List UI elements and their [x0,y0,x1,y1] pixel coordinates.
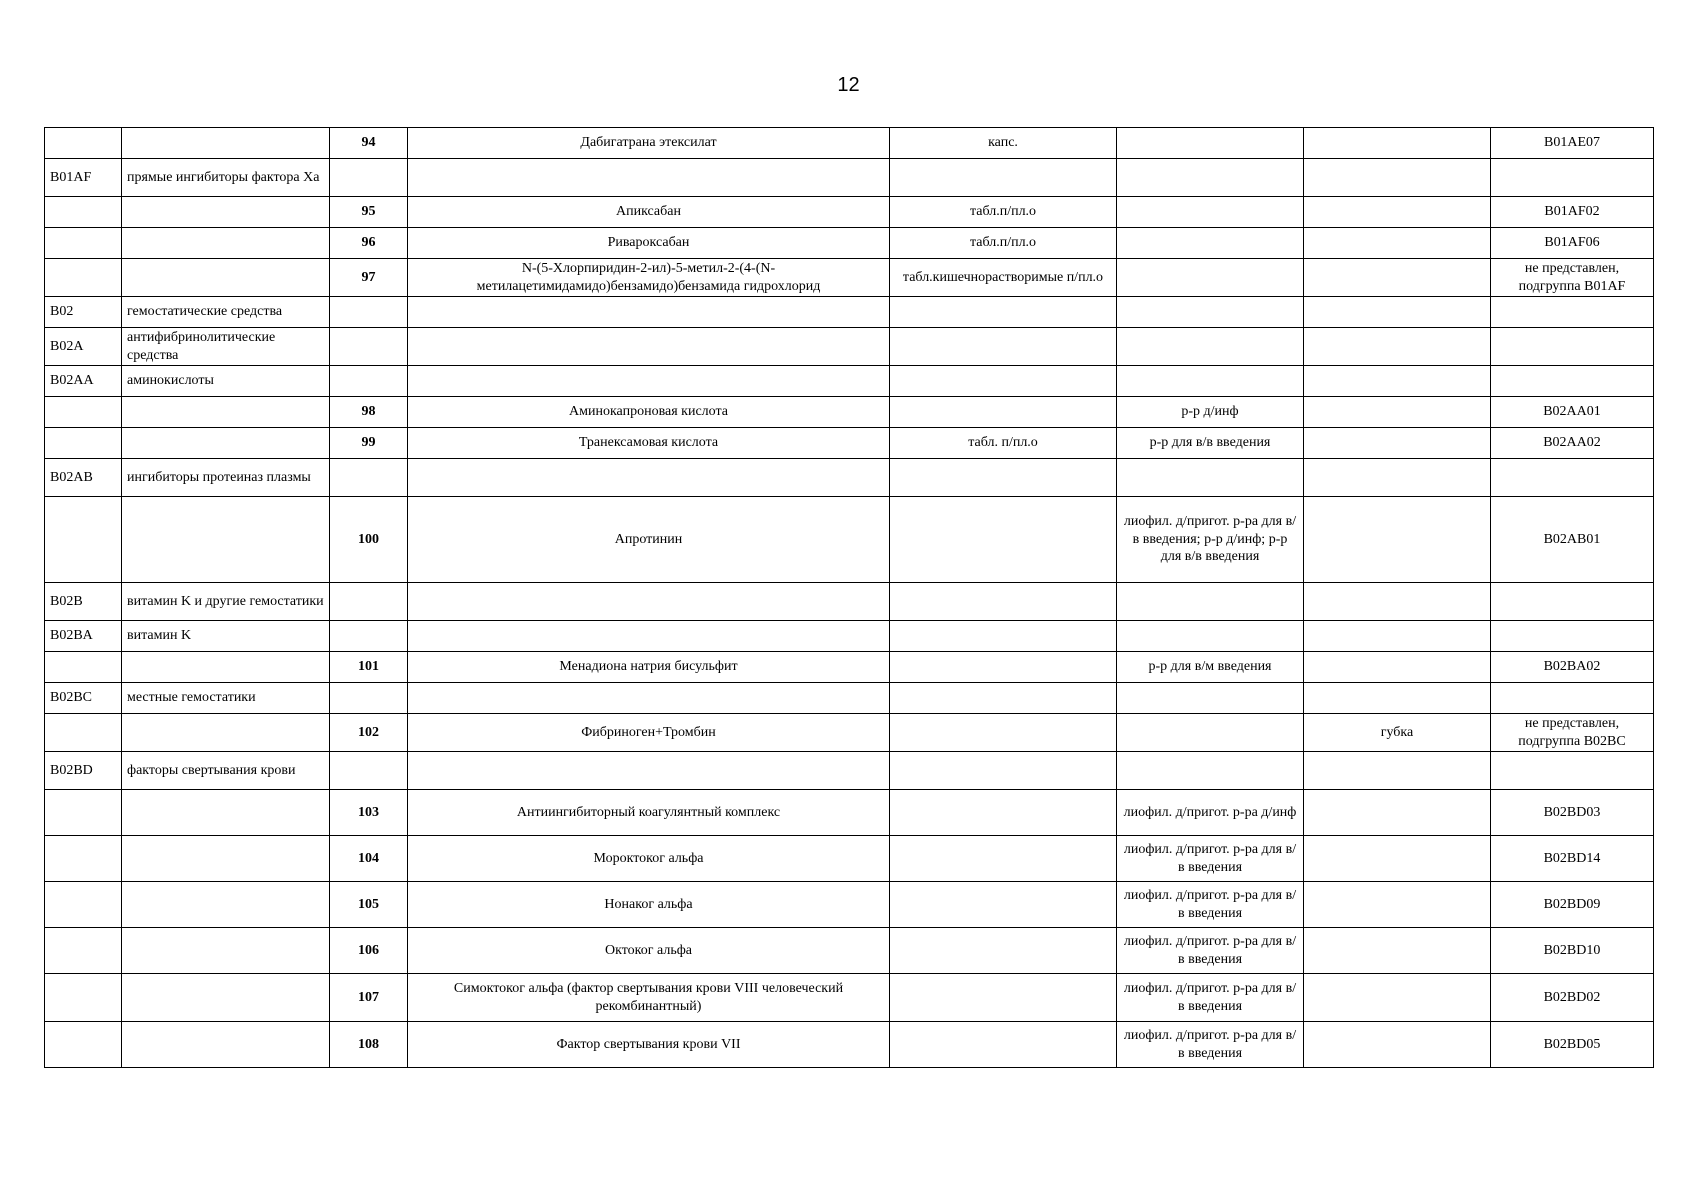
dosage-form-cell [890,652,1117,683]
item-number-cell: 95 [330,197,408,228]
injection-form-cell [1117,159,1304,197]
table-row [45,297,1654,328]
table-row [45,228,1654,259]
item-number-cell [330,459,408,497]
item-number-cell: 102 [330,714,408,752]
atc-code-cell [45,228,122,259]
drug-table [44,127,1654,1068]
injection-form-cell [1117,621,1304,652]
dosage-form-cell: табл.п/пл.о [890,197,1117,228]
item-number-cell: 105 [330,882,408,928]
injection-form-cell [1117,128,1304,159]
drug-name-cell: Апротинин [408,497,890,583]
other-form-cell: губка [1304,714,1491,752]
atc-reference-cell: B01AF02 [1491,197,1654,228]
table-row [45,652,1654,683]
atc-reference-cell [1491,621,1654,652]
atc-reference-cell [1491,752,1654,790]
dosage-form-cell [890,397,1117,428]
table-row [45,1022,1654,1068]
atc-reference-cell [1491,297,1654,328]
table-row [45,428,1654,459]
injection-form-cell: р-р для в/м введения [1117,652,1304,683]
item-number-cell: 107 [330,974,408,1022]
dosage-form-cell [890,328,1117,366]
group-name-cell: ингибиторы протеиназ плазмы [122,459,330,497]
dosage-form-cell [890,583,1117,621]
group-name-cell [122,652,330,683]
item-number-cell: 94 [330,128,408,159]
dosage-form-cell [890,1022,1117,1068]
item-number-cell: 103 [330,790,408,836]
drug-name-cell: Ривароксабан [408,228,890,259]
table-row [45,882,1654,928]
drug-name-cell: Октоког альфа [408,928,890,974]
drug-name-cell: Мороктоког альфа [408,836,890,882]
table-row [45,752,1654,790]
other-form-cell [1304,259,1491,297]
table-row [45,836,1654,882]
atc-code-cell: B02AB [45,459,122,497]
table-row [45,159,1654,197]
other-form-cell [1304,459,1491,497]
group-name-cell [122,497,330,583]
other-form-cell [1304,197,1491,228]
injection-form-cell: р-р д/инф [1117,397,1304,428]
drug-name-cell: Менадиона натрия бисульфит [408,652,890,683]
atc-code-cell: B02BD [45,752,122,790]
injection-form-cell [1117,714,1304,752]
atc-code-cell: B02BC [45,683,122,714]
item-number-cell: 100 [330,497,408,583]
atc-code-cell: B02AA [45,366,122,397]
other-form-cell [1304,836,1491,882]
atc-reference-cell: не представлен, подгруппа B02BC [1491,714,1654,752]
drug-name-cell: Фибриноген+Тромбин [408,714,890,752]
drug-name-cell [408,328,890,366]
other-form-cell [1304,652,1491,683]
atc-reference-cell: B01AF06 [1491,228,1654,259]
group-name-cell: гемостатические средства [122,297,330,328]
drug-name-cell: Дабигатрана этексилат [408,128,890,159]
dosage-form-cell [890,366,1117,397]
dosage-form-cell [890,836,1117,882]
dosage-form-cell [890,974,1117,1022]
group-name-cell [122,428,330,459]
item-number-cell [330,159,408,197]
item-number-cell: 106 [330,928,408,974]
injection-form-cell [1117,459,1304,497]
injection-form-cell [1117,259,1304,297]
atc-reference-cell [1491,683,1654,714]
group-name-cell: витамин K [122,621,330,652]
atc-reference-cell: не представлен, подгруппа B01AF [1491,259,1654,297]
item-number-cell [330,683,408,714]
table-row [45,497,1654,583]
other-form-cell [1304,497,1491,583]
atc-code-cell [45,974,122,1022]
atc-code-cell [45,882,122,928]
dosage-form-cell [890,297,1117,328]
other-form-cell [1304,974,1491,1022]
atc-code-cell: B02BA [45,621,122,652]
other-form-cell [1304,752,1491,790]
table-row [45,397,1654,428]
group-name-cell: местные гемостатики [122,683,330,714]
table-row [45,459,1654,497]
atc-reference-cell: B02AB01 [1491,497,1654,583]
injection-form-cell [1117,583,1304,621]
other-form-cell [1304,583,1491,621]
atc-code-cell: B02B [45,583,122,621]
table-row [45,974,1654,1022]
other-form-cell [1304,128,1491,159]
dosage-form-cell [890,714,1117,752]
group-name-cell [122,197,330,228]
atc-code-cell [45,259,122,297]
group-name-cell [122,259,330,297]
injection-form-cell: лиофил. д/пригот. р-ра для в/в введения [1117,928,1304,974]
drug-name-cell [408,583,890,621]
injection-form-cell: лиофил. д/пригот. р-ра д/инф [1117,790,1304,836]
injection-form-cell [1117,197,1304,228]
injection-form-cell: лиофил. д/пригот. р-ра для в/в введения [1117,974,1304,1022]
group-name-cell [122,228,330,259]
atc-code-cell: B01AF [45,159,122,197]
other-form-cell [1304,228,1491,259]
atc-code-cell [45,428,122,459]
drug-name-cell: Апиксабан [408,197,890,228]
injection-form-cell [1117,752,1304,790]
dosage-form-cell [890,159,1117,197]
injection-form-cell: лиофил. д/пригот. р-ра для в/в введения [1117,882,1304,928]
drug-name-cell: Симоктоког альфа (фактор свертывания крови VIII человеческий рекомбинантный) [408,974,890,1022]
injection-form-cell [1117,328,1304,366]
table-row [45,583,1654,621]
drug-name-cell [408,683,890,714]
dosage-form-cell: табл.кишечнорастворимые п/пл.о [890,259,1117,297]
group-name-cell [122,128,330,159]
atc-code-cell [45,790,122,836]
group-name-cell [122,974,330,1022]
dosage-form-cell [890,459,1117,497]
table-row [45,259,1654,297]
item-number-cell [330,297,408,328]
atc-code-cell [45,928,122,974]
injection-form-cell: лиофил. д/пригот. р-ра для в/в введения [1117,836,1304,882]
group-name-cell: аминокислоты [122,366,330,397]
item-number-cell: 101 [330,652,408,683]
item-number-cell: 108 [330,1022,408,1068]
drug-name-cell: Транексамовая кислота [408,428,890,459]
page-number: 12 [837,74,860,96]
atc-code-cell [45,1022,122,1068]
group-name-cell: витамин K и другие гемостатики [122,583,330,621]
other-form-cell [1304,366,1491,397]
drug-name-cell: Аминокапроновая кислота [408,397,890,428]
item-number-cell: 96 [330,228,408,259]
item-number-cell: 104 [330,836,408,882]
atc-reference-cell: B02AA01 [1491,397,1654,428]
other-form-cell [1304,297,1491,328]
atc-reference-cell [1491,459,1654,497]
dosage-form-cell [890,928,1117,974]
dosage-form-cell [890,497,1117,583]
other-form-cell [1304,882,1491,928]
atc-code-cell [45,652,122,683]
item-number-cell [330,752,408,790]
dosage-form-cell: табл. п/пл.о [890,428,1117,459]
item-number-cell: 99 [330,428,408,459]
atc-code-cell [45,836,122,882]
atc-code-cell: B02 [45,297,122,328]
group-name-cell [122,928,330,974]
drug-name-cell: Фактор свертывания крови VII [408,1022,890,1068]
group-name-cell [122,836,330,882]
other-form-cell [1304,397,1491,428]
atc-reference-cell: B02BD02 [1491,974,1654,1022]
atc-code-cell [45,128,122,159]
dosage-form-cell [890,882,1117,928]
injection-form-cell: лиофил. д/пригот. р-ра для в/в введения; р-р д/инф; р-р для в/в введения [1117,497,1304,583]
table-row [45,928,1654,974]
atc-code-cell [45,714,122,752]
other-form-cell [1304,683,1491,714]
dosage-form-cell [890,752,1117,790]
group-name-cell [122,882,330,928]
item-number-cell: 97 [330,259,408,297]
drug-name-cell [408,159,890,197]
dosage-form-cell: табл.п/пл.о [890,228,1117,259]
drug-name-cell [408,366,890,397]
drug-name-cell: N-(5-Хлорпиридин-2-ил)-5-метил-2-(4-(N-метилацетимидамидо)бензамидо)бензамида гидрохлорид [408,259,890,297]
other-form-cell [1304,790,1491,836]
injection-form-cell [1117,228,1304,259]
dosage-form-cell [890,790,1117,836]
group-name-cell [122,790,330,836]
group-name-cell [122,1022,330,1068]
atc-reference-cell: B02BD09 [1491,882,1654,928]
table-row [45,197,1654,228]
atc-reference-cell: B02BD10 [1491,928,1654,974]
drug-name-cell [408,621,890,652]
group-name-cell: прямые ингибиторы фактора Xa [122,159,330,197]
atc-code-cell: B02A [45,328,122,366]
atc-reference-cell [1491,328,1654,366]
injection-form-cell: лиофил. д/пригот. р-ра для в/в введения [1117,1022,1304,1068]
other-form-cell [1304,1022,1491,1068]
group-name-cell [122,397,330,428]
group-name-cell [122,714,330,752]
item-number-cell [330,366,408,397]
group-name-cell: антифибринолитические средства [122,328,330,366]
injection-form-cell [1117,297,1304,328]
other-form-cell [1304,428,1491,459]
other-form-cell [1304,328,1491,366]
other-form-cell [1304,621,1491,652]
atc-reference-cell: B02BD03 [1491,790,1654,836]
dosage-form-cell [890,683,1117,714]
table-row [45,714,1654,752]
group-name-cell: факторы свертывания крови [122,752,330,790]
drug-name-cell [408,459,890,497]
other-form-cell [1304,159,1491,197]
table-row [45,366,1654,397]
dosage-form-cell [890,621,1117,652]
drug-name-cell [408,297,890,328]
atc-reference-cell [1491,366,1654,397]
atc-reference-cell: B02BD14 [1491,836,1654,882]
atc-reference-cell: B02BD05 [1491,1022,1654,1068]
atc-reference-cell [1491,583,1654,621]
table-row [45,790,1654,836]
drug-name-cell: Нонаког альфа [408,882,890,928]
item-number-cell [330,328,408,366]
atc-code-cell [45,397,122,428]
atc-reference-cell [1491,159,1654,197]
injection-form-cell [1117,683,1304,714]
injection-form-cell [1117,366,1304,397]
table-row [45,328,1654,366]
drug-name-cell: Антиингибиторный коагулянтный комплекс [408,790,890,836]
table-row [45,683,1654,714]
table-row [45,128,1654,159]
table-row [45,621,1654,652]
item-number-cell [330,621,408,652]
other-form-cell [1304,928,1491,974]
dosage-form-cell: капс. [890,128,1117,159]
injection-form-cell: р-р для в/в введения [1117,428,1304,459]
atc-code-cell [45,197,122,228]
item-number-cell [330,583,408,621]
atc-reference-cell: B02AA02 [1491,428,1654,459]
atc-code-cell [45,497,122,583]
item-number-cell: 98 [330,397,408,428]
atc-reference-cell: B02BA02 [1491,652,1654,683]
drug-name-cell [408,752,890,790]
atc-reference-cell: B01AE07 [1491,128,1654,159]
